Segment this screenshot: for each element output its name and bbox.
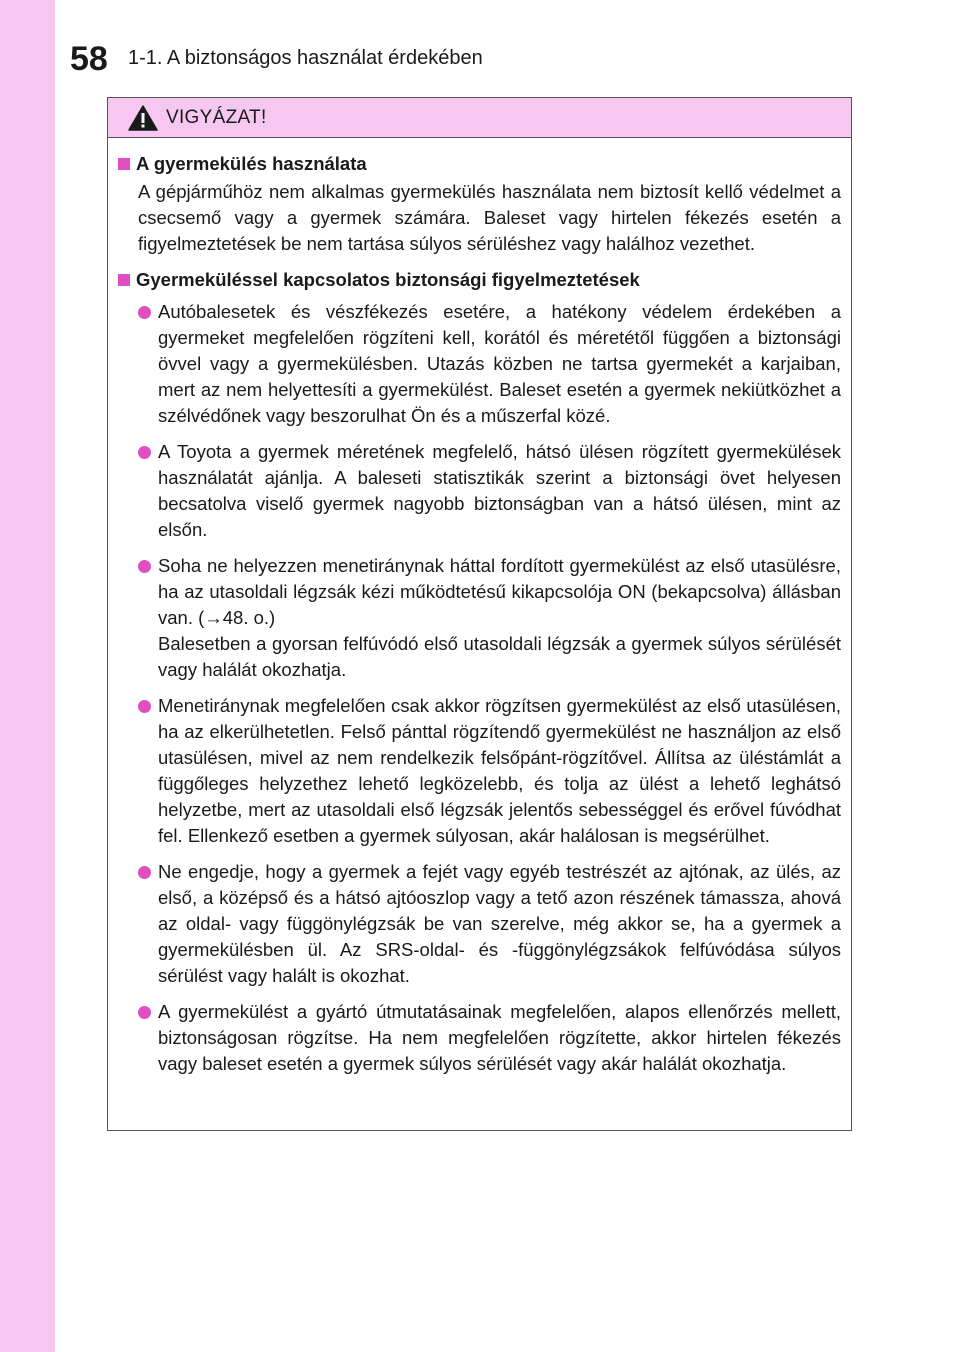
section-paragraph: A gépjárműhöz nem alkalmas gyermekülés használata nem biztosít kellő védelmet a csecsemő vagy a gyermek számára. Baleset vagy hirtelen fékezés esetén a figyelmeztetések be nem tartása súlyos sérüléshez vagy halálhoz vezethet. xyxy=(138,181,841,254)
bullet-text: Soha ne helyezzen menetiránynak háttal fordított gyermekülést az első utasülésre, ha az utasoldali légzsák kézi működtetésű kikapcsolója ON (bekapcsolva) állásban van. (→48. o.) xyxy=(158,555,841,628)
sidebar-tab xyxy=(0,0,55,1352)
circle-bullet-icon xyxy=(138,560,151,573)
bullet-text: Autóbalesetek és vészfékezés esetére, a hatékony védelem érdekében a gyermeket megfelelően rögzíteni kell, korától és méretétől függően a biztonsági övvel vagy a gyermekülésben. Utazás közben ne tartsa gyermekét a karjaiban, mert az nem helyettesíti a gyermekülést. Baleset esetén a gyermek nekiütközhet a szélvédőnek vagy beszorulhat Ön és a műszerfal közé. xyxy=(158,301,841,426)
bullet-item xyxy=(118,299,841,429)
warning-triangle-icon xyxy=(128,105,158,131)
circle-bullet-icon xyxy=(138,700,151,713)
bullet-item xyxy=(118,439,841,543)
circle-bullet-icon xyxy=(138,446,151,459)
square-bullet-icon xyxy=(118,158,130,170)
section-heading-text: A gyermekülés használata xyxy=(136,153,367,174)
bullet-item xyxy=(118,553,841,683)
bullet-text: A Toyota a gyermek méretének megfelelő, hátsó ülésen rögzített gyermekülések használatát ajánlja. A baleseti statisztikák szerint a biztonsági övet helyesen becsatolva viselő gyermek nagyobb biztonságban van a hátsó ülésen, mint az elsőn. xyxy=(158,441,841,540)
bullet-item xyxy=(118,859,841,989)
circle-bullet-icon xyxy=(138,306,151,319)
section-heading xyxy=(118,267,841,293)
page-number: 58 xyxy=(70,40,108,78)
bullet-text: Ne engedje, hogy a gyermek a fejét vagy egyéb testrészét az ajtónak, az ülés, az első, a középső és a hátsó ajtóoszlop vagy a tető azon részének támassza, ahová az oldal- vagy függönylégzsák be van szerelve, még akkor se, ha a gyermek a gyermekülésben ül. Az SRS-oldal- és -függönylégzsákok felfúvódása súlyos sérülést vagy halált is okozhat. xyxy=(158,861,841,986)
warning-body xyxy=(108,138,851,1077)
bullet-item xyxy=(118,999,841,1077)
bullet-text: Menetiránynak megfelelően csak akkor rögzítsen gyermekülést az első utasülésen, ha az elkerülhetetlen. Felső pánttal rögzítendő gyermekülést ne használjon az első utasülésen, mivel az nem rendelkezik felsőpánt-rögzítővel. Állítsa az üléstámlát a függőleges helyzethez lehető legközelebb, és tolja az ülést a lehető leghátsó helyzetbe, mert az utasoldali első légzsák jelentős sebességgel és erővel fúvódhat fel. Ellenkező esetben a gyermek súlyosan, akár halálosan is megsérülhet. xyxy=(158,695,841,846)
section-heading xyxy=(118,151,841,177)
section-heading-text: Gyermeküléssel kapcsolatos biztonsági figyelmeztetések xyxy=(136,269,640,290)
square-bullet-icon xyxy=(118,274,130,286)
warning-header xyxy=(108,98,851,138)
warning-title: VIGYÁZAT! xyxy=(166,106,267,128)
circle-bullet-icon xyxy=(138,866,151,879)
bullet-item xyxy=(118,693,841,849)
bullet-text: A gyermekülést a gyártó útmutatásainak megfelelően, alapos ellenőrzés mellett, biztonságosan rögzítse. Ha nem megfelelően rögzítette, akkor hirtelen fékezés vagy baleset esetén a gyermek súlyos sérülését vagy akár halálát okozhatja. xyxy=(158,1001,841,1074)
warning-box xyxy=(107,97,852,1131)
bullet-text: Balesetben a gyorsan felfúvódó első utasoldali légzsák a gyermek súlyos sérülését vagy halálát okozhatja. xyxy=(158,633,841,680)
section-title: 1-1. A biztonságos használat érdekében xyxy=(128,47,483,69)
circle-bullet-icon xyxy=(138,1006,151,1019)
